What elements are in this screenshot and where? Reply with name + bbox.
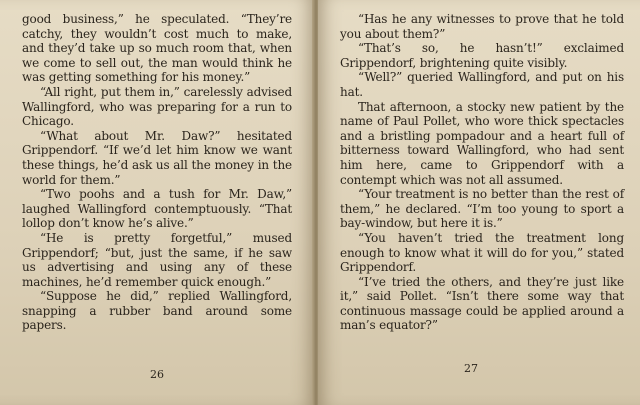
paragraph: “That’s so, he hasn’t!” exclaimed Grippendorf, brightening quite visibly. bbox=[340, 41, 624, 70]
left-page-text bbox=[22, 12, 292, 333]
left-page bbox=[0, 0, 314, 405]
paragraph: “Suppose he did,” replied Wallingford, snapping a rubber band around some papers. bbox=[22, 289, 292, 333]
page-number-right: 27 bbox=[464, 362, 478, 375]
paragraph: good business,” he speculated. “They’re catchy, they wouldn’t cost much to make, and they’d take up so much room that, when we come to sell out, the man would think he was getting something for his money.” bbox=[22, 12, 292, 85]
paragraph: “Has he any witnesses to prove that he told you about them?” bbox=[340, 12, 624, 41]
paragraph: “I’ve tried the others, and they’re just like it,” said Pollet. “Isn’t there some way that continuous massage could be applied around a man’s equator?” bbox=[340, 274, 624, 333]
paragraph: “Your treatment is no better than the rest of them,” he declared. “I’m too young to sport a bay-window, but here it is.” bbox=[340, 187, 624, 231]
paragraph: “Two poohs and a tush for Mr. Daw,” laughed Wallingford contemptuously. “That lollop don’t know he’s alive.” bbox=[22, 187, 292, 231]
right-page-text bbox=[340, 12, 624, 333]
paragraph: “What about Mr. Daw?” hesitated Grippendorf. “If we’d let him know we want these things, he’d ask us all the money in the world for them.” bbox=[22, 128, 292, 187]
paragraph: “You haven’t tried the treatment long enough to know what it will do for you,” stated Grippendorf. bbox=[340, 230, 624, 275]
page-number-left: 26 bbox=[150, 368, 164, 381]
paragraph: “Well?” queried Wallingford, and put on his hat. bbox=[340, 70, 624, 99]
paragraph: “He is pretty forgetful,” mused Grippendorf; “but, just the same, if he saw us advertising and using any of these machines, he’d remember quick enough.” bbox=[22, 230, 292, 289]
paragraph: “All right, put them in,” carelessly advised Wallingford, who was preparing for a run to Chicago. bbox=[22, 84, 292, 129]
paragraph: That afternoon, a stocky new patient by the name of Paul Pollet, who wore thick spectacles and a bristling pompadour and a heart full of bitterness toward Wallingford, who had sent him here, came to Grippendorf with a contempt which was not all assumed. bbox=[340, 99, 624, 187]
right-page bbox=[318, 0, 640, 405]
